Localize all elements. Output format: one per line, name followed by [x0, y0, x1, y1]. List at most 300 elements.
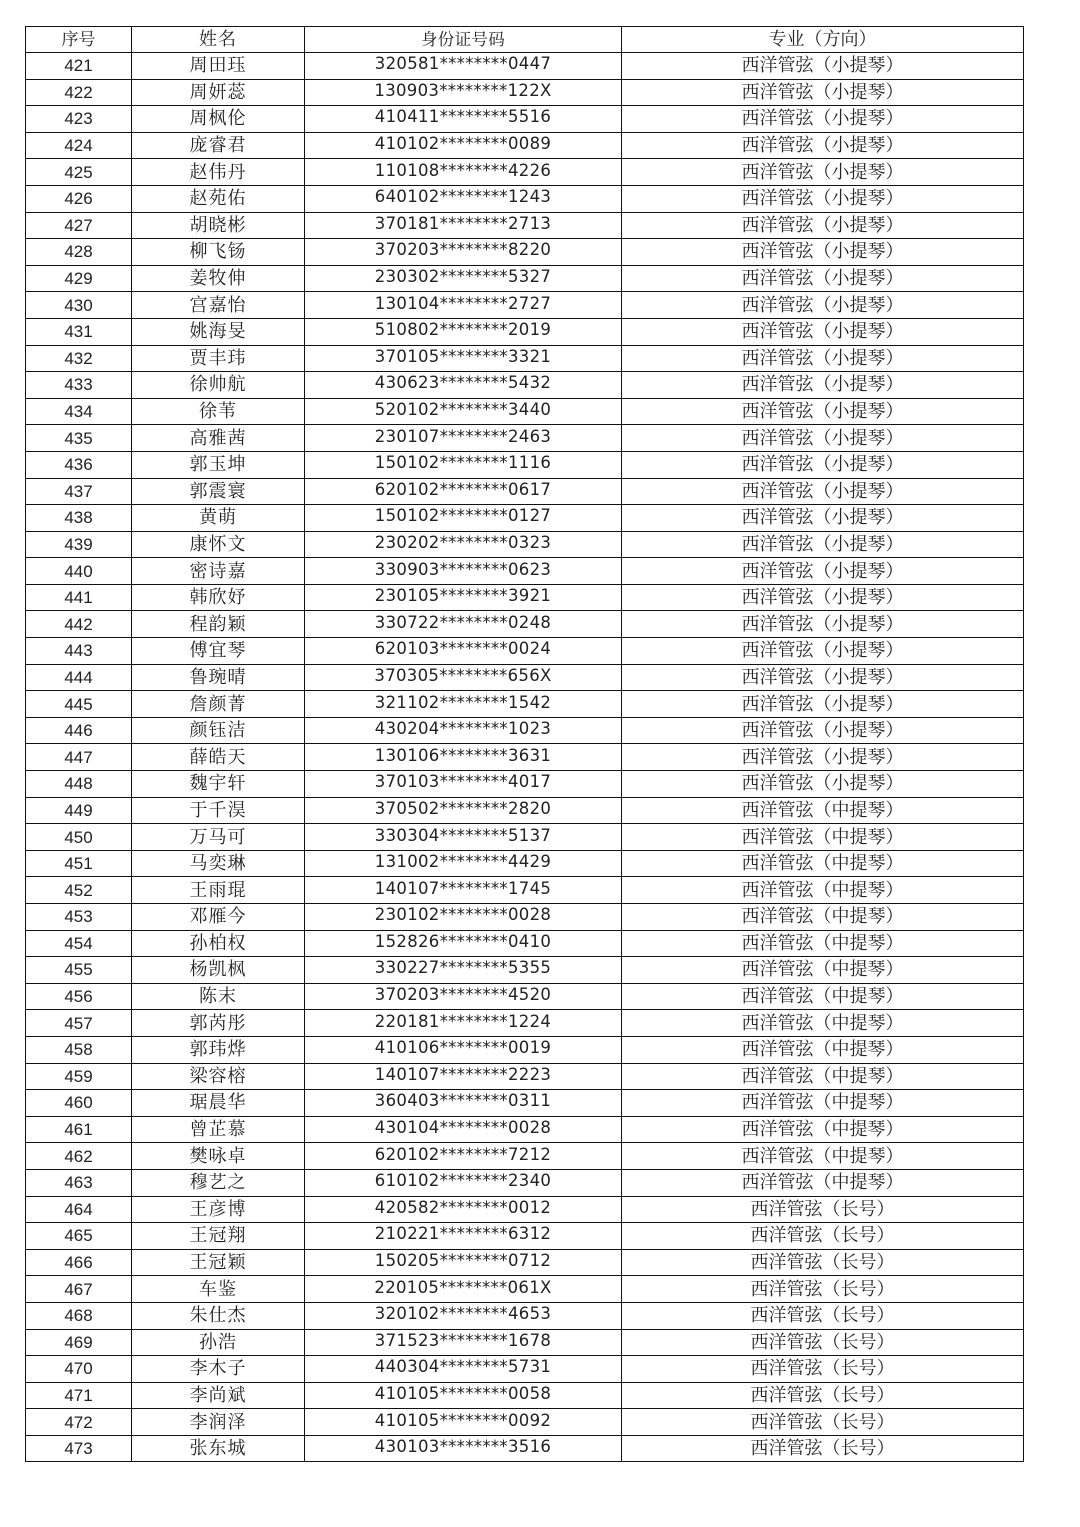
- row-number-text: 426: [64, 189, 93, 209]
- row-major-text: 西洋管弦（小提琴）: [741, 560, 904, 582]
- row-name-text: 王冠翔: [189, 1225, 247, 1247]
- row-name: [132, 904, 305, 931]
- row-name-text: 王彦博: [189, 1198, 247, 1220]
- row-name: [132, 372, 305, 399]
- row-name: [132, 1196, 305, 1223]
- row-id-number: [305, 292, 622, 319]
- row-name: [132, 1090, 305, 1117]
- row-number-text: 466: [64, 1253, 93, 1273]
- row-id-number: [305, 930, 622, 957]
- row-number: [26, 558, 132, 585]
- row-major-text: 西洋管弦（中提琴）: [741, 826, 904, 848]
- row-major: [622, 505, 1024, 532]
- row-major-text: 西洋管弦（小提琴）: [741, 720, 904, 742]
- row-major-text: 西洋管弦（中提琴）: [741, 1172, 904, 1194]
- row-major: [622, 877, 1024, 904]
- row-major-text: 西洋管弦（中提琴）: [741, 959, 904, 981]
- row-id-number: [305, 265, 622, 292]
- row-name-text: 郭玮烨: [189, 1039, 247, 1061]
- row-id-number-text: 620102********7212: [374, 1144, 552, 1164]
- row-number-text: 456: [64, 987, 93, 1007]
- table-row: [26, 239, 1024, 266]
- row-major-text: 西洋管弦（长号）: [750, 1358, 895, 1380]
- table-row: [26, 1090, 1024, 1117]
- row-id-number-text: 110108********4226: [374, 160, 552, 180]
- row-name-text: 徐苇: [199, 401, 237, 423]
- row-number: [26, 53, 132, 80]
- row-id-number-text: 370502********2820: [374, 798, 552, 818]
- row-id-number: [305, 1063, 622, 1090]
- row-id-number-text: 230105********3921: [374, 586, 552, 606]
- row-id-number-text: 410106********0019: [374, 1038, 552, 1058]
- row-number-text: 457: [64, 1013, 93, 1033]
- row-major-text: 西洋管弦（长号）: [750, 1331, 895, 1353]
- row-number-text: 422: [64, 82, 93, 102]
- row-name: [132, 717, 305, 744]
- table-row: [26, 345, 1024, 372]
- row-name-text: 密诗嘉: [189, 560, 247, 582]
- row-major-text: 西洋管弦（小提琴）: [741, 454, 904, 476]
- row-number-text: 436: [64, 455, 93, 475]
- row-number: [26, 744, 132, 771]
- table-row: [26, 1276, 1024, 1303]
- table-row: [26, 318, 1024, 345]
- table-row: [26, 558, 1024, 585]
- row-major: [622, 1409, 1024, 1436]
- row-id-number: [305, 1169, 622, 1196]
- row-major: [622, 691, 1024, 718]
- table-row: [26, 771, 1024, 798]
- row-id-number-text: 320102********4653: [374, 1304, 552, 1324]
- row-number: [26, 1169, 132, 1196]
- row-name-text: 柳飞钖: [189, 241, 247, 263]
- row-number: [26, 957, 132, 984]
- row-name-text: 王雨琨: [189, 879, 247, 901]
- row-number-text: 447: [64, 747, 93, 767]
- row-name: [132, 558, 305, 585]
- row-id-number-text: 370203********8220: [374, 240, 552, 260]
- row-number-text: 438: [64, 508, 93, 528]
- row-name-text: 郭芮彤: [189, 1012, 247, 1034]
- row-name: [132, 1302, 305, 1329]
- row-id-number: [305, 1143, 622, 1170]
- row-name: [132, 318, 305, 345]
- table-row: [26, 159, 1024, 186]
- row-id-number: [305, 664, 622, 691]
- row-id-number: [305, 212, 622, 239]
- row-id-number-text: 610102********2340: [374, 1171, 552, 1191]
- row-major: [622, 451, 1024, 478]
- row-id-number: [305, 558, 622, 585]
- row-major-text: 西洋管弦（长号）: [750, 1438, 895, 1460]
- row-name-text: 于千淏: [189, 799, 247, 821]
- table-row: [26, 1196, 1024, 1223]
- row-id-number: [305, 1249, 622, 1276]
- row-id-number-text: 152826********0410: [374, 931, 552, 951]
- table-row: [26, 664, 1024, 691]
- row-number: [26, 771, 132, 798]
- row-id-number: [305, 53, 622, 80]
- row-major: [622, 132, 1024, 159]
- table-row: [26, 638, 1024, 665]
- row-name-text: 庞睿君: [189, 135, 247, 157]
- table-row: [26, 1169, 1024, 1196]
- row-number-text: 469: [64, 1332, 93, 1352]
- table-row: [26, 79, 1024, 106]
- row-id-number: [305, 877, 622, 904]
- table-row: [26, 1329, 1024, 1356]
- row-id-number: [305, 79, 622, 106]
- row-number: [26, 425, 132, 452]
- row-name: [132, 265, 305, 292]
- row-number: [26, 1196, 132, 1223]
- row-id-number-text: 330304********5137: [374, 825, 552, 845]
- row-major: [622, 584, 1024, 611]
- row-id-number-text: 640102********1243: [374, 187, 552, 207]
- row-major-text: 西洋管弦（小提琴）: [741, 214, 904, 236]
- row-id-number-text: 620102********0617: [374, 479, 552, 499]
- row-name: [132, 132, 305, 159]
- table-row: [26, 265, 1024, 292]
- row-name-text: 王冠颖: [189, 1252, 247, 1274]
- row-number-text: 423: [64, 109, 93, 129]
- row-major: [622, 664, 1024, 691]
- row-major: [622, 239, 1024, 266]
- row-name: [132, 771, 305, 798]
- row-number-text: 452: [64, 880, 93, 900]
- row-major-text: 西洋管弦（中提琴）: [741, 1119, 904, 1141]
- row-number: [26, 1249, 132, 1276]
- row-number-text: 439: [64, 534, 93, 554]
- row-id-number: [305, 425, 622, 452]
- row-id-number: [305, 1196, 622, 1223]
- row-number-text: 470: [64, 1359, 93, 1379]
- table-row: [26, 505, 1024, 532]
- row-name: [132, 1116, 305, 1143]
- row-number: [26, 265, 132, 292]
- row-major: [622, 79, 1024, 106]
- row-number: [26, 1063, 132, 1090]
- row-major: [622, 265, 1024, 292]
- row-number: [26, 1329, 132, 1356]
- row-major-text: 西洋管弦（小提琴）: [741, 294, 904, 316]
- header-id-number: 身份证号码: [305, 27, 622, 53]
- row-number-text: 445: [64, 694, 93, 714]
- row-id-number-text: 430104********0028: [374, 1118, 552, 1138]
- row-id-number: [305, 451, 622, 478]
- row-id-number: [305, 1382, 622, 1409]
- table-row: [26, 930, 1024, 957]
- table-row: [26, 451, 1024, 478]
- row-id-number-text: 130903********122X: [374, 80, 552, 100]
- row-major-text: 西洋管弦（长号）: [750, 1278, 895, 1300]
- row-id-number-text: 370105********3321: [374, 346, 552, 366]
- row-id-number-text: 131002********4429: [374, 852, 552, 872]
- row-name-text: 颜钰洁: [189, 720, 247, 742]
- row-number: [26, 824, 132, 851]
- row-number: [26, 79, 132, 106]
- table-row: [26, 824, 1024, 851]
- row-name: [132, 664, 305, 691]
- row-number: [26, 717, 132, 744]
- row-id-number-text: 320581********0447: [374, 54, 552, 74]
- row-major: [622, 1063, 1024, 1090]
- row-id-number: [305, 1409, 622, 1436]
- row-number: [26, 797, 132, 824]
- row-number: [26, 212, 132, 239]
- row-name-text: 赵伟丹: [189, 161, 247, 183]
- row-number-text: 431: [64, 322, 93, 342]
- row-number-text: 464: [64, 1199, 93, 1219]
- row-name-text: 邓雁今: [189, 906, 247, 928]
- row-name-text: 琚晨华: [189, 1092, 247, 1114]
- row-id-number-text: 430204********1023: [374, 719, 552, 739]
- table-row: [26, 1143, 1024, 1170]
- row-id-number: [305, 717, 622, 744]
- row-major-text: 西洋管弦（长号）: [750, 1252, 895, 1274]
- row-id-number-text: 410105********0092: [374, 1410, 552, 1430]
- row-number: [26, 664, 132, 691]
- row-id-number-text: 130104********2727: [374, 293, 552, 313]
- row-name: [132, 930, 305, 957]
- table-row: [26, 717, 1024, 744]
- row-name-text: 黄萌: [199, 507, 237, 529]
- row-major: [622, 212, 1024, 239]
- row-number-text: 454: [64, 933, 93, 953]
- row-number: [26, 132, 132, 159]
- row-number: [26, 983, 132, 1010]
- row-name-text: 傅宜琴: [189, 640, 247, 662]
- row-major-text: 西洋管弦（小提琴）: [741, 693, 904, 715]
- row-name: [132, 1435, 305, 1462]
- row-id-number-text: 150102********1116: [374, 453, 552, 473]
- row-number-text: 428: [64, 242, 93, 262]
- row-id-number: [305, 1010, 622, 1037]
- row-id-number: [305, 531, 622, 558]
- row-number-text: 424: [64, 136, 93, 156]
- row-id-number-text: 150102********0127: [374, 506, 552, 526]
- row-name-text: 詹颜菁: [189, 693, 247, 715]
- row-name-text: 李润泽: [189, 1411, 247, 1433]
- row-major: [622, 398, 1024, 425]
- row-number: [26, 584, 132, 611]
- row-major: [622, 797, 1024, 824]
- table-row: [26, 478, 1024, 505]
- row-number-text: 427: [64, 215, 93, 235]
- row-major: [622, 1435, 1024, 1462]
- row-name-text: 郭玉坤: [189, 454, 247, 476]
- row-major: [622, 717, 1024, 744]
- row-id-number-text: 370181********2713: [374, 213, 552, 233]
- row-id-number: [305, 638, 622, 665]
- row-number-text: 467: [64, 1279, 93, 1299]
- row-id-number-text: 210221********6312: [374, 1224, 552, 1244]
- table-row: [26, 53, 1024, 80]
- row-major: [622, 638, 1024, 665]
- row-number: [26, 106, 132, 133]
- row-id-number-text: 440304********5731: [374, 1357, 552, 1377]
- row-name: [132, 345, 305, 372]
- row-number-text: 473: [64, 1439, 93, 1459]
- row-major: [622, 1302, 1024, 1329]
- table-row: [26, 1063, 1024, 1090]
- row-name: [132, 451, 305, 478]
- row-major-text: 西洋管弦（中提琴）: [741, 853, 904, 875]
- row-name: [132, 425, 305, 452]
- row-id-number: [305, 132, 622, 159]
- row-number-text: 442: [64, 614, 93, 634]
- row-major: [622, 1116, 1024, 1143]
- table-header-row: [26, 27, 1024, 53]
- row-major: [622, 983, 1024, 1010]
- row-number-text: 435: [64, 428, 93, 448]
- row-major: [622, 1356, 1024, 1383]
- row-major: [622, 1169, 1024, 1196]
- row-name: [132, 797, 305, 824]
- table-row: [26, 425, 1024, 452]
- row-name-text: 郭震寰: [189, 480, 247, 502]
- row-major: [622, 292, 1024, 319]
- row-number-text: 461: [64, 1120, 93, 1140]
- row-name: [132, 1382, 305, 1409]
- table-row: [26, 1382, 1024, 1409]
- row-name: [132, 638, 305, 665]
- row-name-text: 梁容榕: [189, 1065, 247, 1087]
- row-id-number: [305, 478, 622, 505]
- row-id-number-text: 330903********0623: [374, 559, 552, 579]
- row-id-number-text: 410102********0089: [374, 134, 552, 154]
- row-id-number: [305, 1302, 622, 1329]
- row-name: [132, 983, 305, 1010]
- row-major-text: 西洋管弦（中提琴）: [741, 1145, 904, 1167]
- row-id-number: [305, 744, 622, 771]
- row-id-number: [305, 239, 622, 266]
- row-number: [26, 531, 132, 558]
- row-id-number-text: 370103********4017: [374, 772, 552, 792]
- table-row: [26, 185, 1024, 212]
- header-name: 姓名: [132, 27, 305, 53]
- row-name-text: 程韵颖: [189, 613, 247, 635]
- row-major-text: 西洋管弦（小提琴）: [741, 55, 904, 77]
- row-id-number-text: 140107********2223: [374, 1064, 552, 1084]
- row-major-text: 西洋管弦（小提琴）: [741, 241, 904, 263]
- row-name-text: 万马可: [189, 826, 247, 848]
- row-id-number: [305, 771, 622, 798]
- row-major-text: 西洋管弦（小提琴）: [741, 374, 904, 396]
- row-name-text: 杨凯枫: [189, 959, 247, 981]
- row-id-number-text: 230302********5327: [374, 267, 552, 287]
- row-number: [26, 638, 132, 665]
- row-major-text: 西洋管弦（小提琴）: [741, 613, 904, 635]
- row-number: [26, 1409, 132, 1436]
- row-number-text: 434: [64, 402, 93, 422]
- table-row: [26, 1223, 1024, 1250]
- row-major: [622, 904, 1024, 931]
- row-number: [26, 318, 132, 345]
- row-name: [132, 239, 305, 266]
- row-number: [26, 611, 132, 638]
- row-name-text: 樊咏卓: [189, 1145, 247, 1167]
- row-number-text: 443: [64, 641, 93, 661]
- row-major-text: 西洋管弦（长号）: [750, 1305, 895, 1327]
- row-name-text: 周妍蕊: [189, 81, 247, 103]
- row-major: [622, 957, 1024, 984]
- row-id-number-text: 230107********2463: [374, 426, 552, 446]
- row-major: [622, 106, 1024, 133]
- row-id-number-text: 430623********5432: [374, 373, 552, 393]
- row-name: [132, 824, 305, 851]
- row-name-text: 薛皓天: [189, 746, 247, 768]
- row-name: [132, 531, 305, 558]
- row-number-text: 460: [64, 1093, 93, 1113]
- row-id-number-text: 230102********0028: [374, 905, 552, 925]
- row-id-number: [305, 106, 622, 133]
- row-major-text: 西洋管弦（中提琴）: [741, 1065, 904, 1087]
- table-row: [26, 372, 1024, 399]
- table-row: [26, 904, 1024, 931]
- row-name: [132, 53, 305, 80]
- header-number: 序号: [26, 27, 132, 53]
- row-id-number: [305, 159, 622, 186]
- row-id-number: [305, 505, 622, 532]
- row-major: [622, 425, 1024, 452]
- row-major-text: 西洋管弦（小提琴）: [741, 640, 904, 662]
- row-major-text: 西洋管弦（中提琴）: [741, 1012, 904, 1034]
- row-name-text: 张东城: [189, 1438, 247, 1460]
- row-number-text: 430: [64, 295, 93, 315]
- row-id-number-text: 371523********1678: [374, 1330, 552, 1350]
- row-id-number-text: 130106********3631: [374, 745, 552, 765]
- row-name-text: 魏宇轩: [189, 773, 247, 795]
- row-major: [622, 744, 1024, 771]
- row-major: [622, 824, 1024, 851]
- row-id-number: [305, 584, 622, 611]
- row-id-number: [305, 345, 622, 372]
- row-id-number-text: 220181********1224: [374, 1011, 552, 1031]
- row-name-text: 曾芷慕: [189, 1119, 247, 1141]
- row-number-text: 444: [64, 667, 93, 687]
- row-number-text: 468: [64, 1306, 93, 1326]
- row-major: [622, 1196, 1024, 1223]
- row-name-text: 姚海旻: [189, 321, 247, 343]
- row-id-number: [305, 1036, 622, 1063]
- row-id-number-text: 330722********0248: [374, 612, 552, 632]
- row-name: [132, 877, 305, 904]
- table-row: [26, 1249, 1024, 1276]
- row-number-text: 472: [64, 1412, 93, 1432]
- table-row: [26, 611, 1024, 638]
- table-row: [26, 877, 1024, 904]
- row-number-text: 421: [64, 56, 93, 76]
- row-major-text: 西洋管弦（中提琴）: [741, 879, 904, 901]
- row-major-text: 西洋管弦（中提琴）: [741, 799, 904, 821]
- row-number: [26, 505, 132, 532]
- row-major: [622, 558, 1024, 585]
- row-number-text: 449: [64, 800, 93, 820]
- row-id-number: [305, 611, 622, 638]
- row-name: [132, 159, 305, 186]
- row-number: [26, 185, 132, 212]
- row-name: [132, 505, 305, 532]
- row-number: [26, 1356, 132, 1383]
- row-id-number: [305, 1116, 622, 1143]
- row-id-number-text: 620103********0024: [374, 639, 552, 659]
- row-major-text: 西洋管弦（小提琴）: [741, 188, 904, 210]
- row-name: [132, 1276, 305, 1303]
- row-name: [132, 850, 305, 877]
- row-id-number: [305, 318, 622, 345]
- row-number: [26, 1143, 132, 1170]
